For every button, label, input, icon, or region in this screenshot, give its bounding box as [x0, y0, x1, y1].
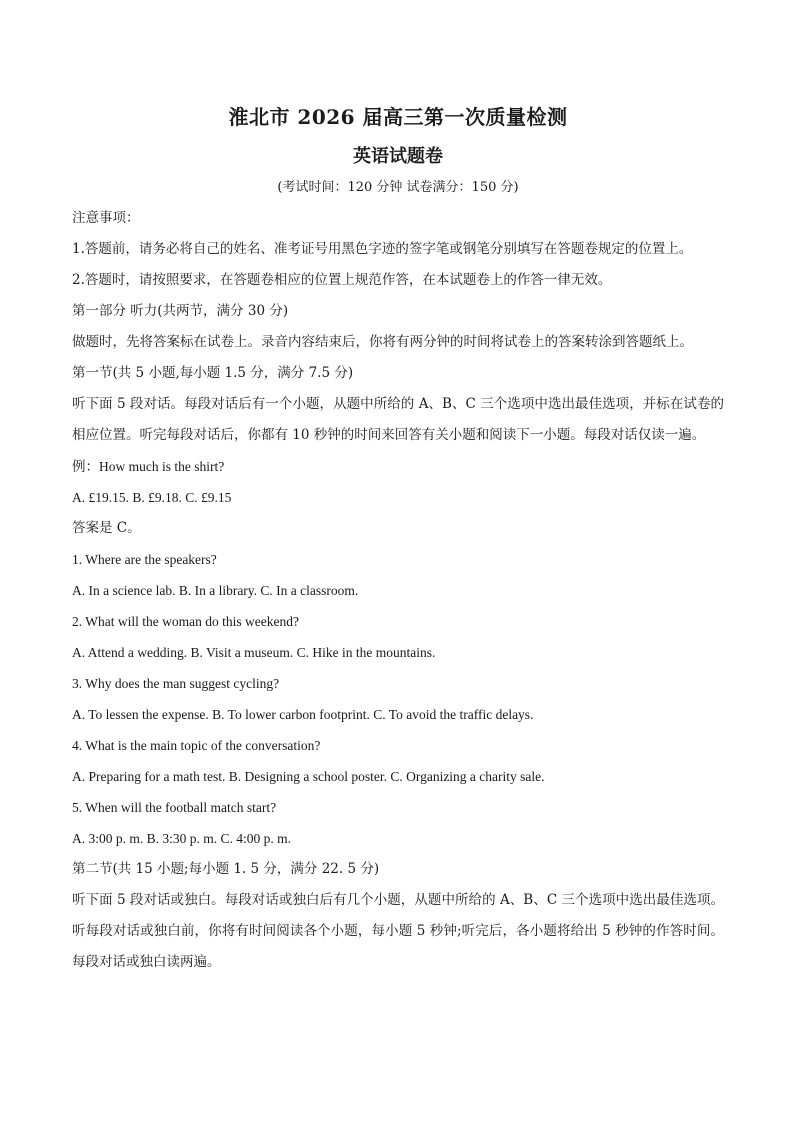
question-3: 3. Why does the man suggest cycling? [72, 676, 280, 691]
question-5-options: A. 3:00 p. m. B. 3:30 p. m. C. 4:00 p. m. [72, 831, 292, 846]
notes-heading: 注意事项： [72, 210, 140, 226]
question-5: 5. When will the football match start? [72, 800, 277, 815]
part1-instruction: 做题时，先将答案标在试卷上。录音内容结束后，你将有两分钟的时间将试卷上的答案转涂到答题纸上。 [72, 334, 693, 350]
example-answer: 答案是 C。 [72, 520, 141, 536]
question-2-options: A. Attend a wedding. B. Visit a museum. C. Hike in the mountains. [72, 645, 436, 660]
notes-item-1: 1.答题前，请务必将自己的姓名、准考证号用黑色字迹的签字笔或钢笔分别填写在答题卷规定的位置上。 [72, 241, 693, 257]
part1-heading: 第一部分 听力(共两节，满分 30 分) [72, 303, 289, 319]
section2-heading: 第二节(共 15 小题;每小题 1. 5 分，满分 22. 5 分) [72, 861, 380, 877]
section2-instruction: 听下面 5 段对话或独白。每段对话或独白后有几个小题，从题中所给的 A、B、C 三个选项中选出最佳选项。听每段对话或独白前，你将有时间阅读各个小题，每小题 5 秒钟;听完后，各小题将给出 5 秒钟的作答时间。每段对话或独白读两遍。 [72, 892, 724, 970]
question-1-options: A. In a science lab. B. In a library. C. In a classroom. [72, 583, 359, 598]
question-3-options: A. To lessen the expense. B. To lower carbon footprint. C. To avoid the traffic delays. [72, 707, 534, 722]
section1-heading: 第一节(共 5 小题,每小题 1.5 分，满分 7.5 分) [72, 365, 354, 381]
question-1: 1. Where are the speakers? [72, 552, 217, 567]
question-2: 2. What will the woman do this weekend? [72, 614, 299, 629]
exam-title: 淮北市 2026 届高三第一次质量检测 [228, 105, 568, 129]
question-4-options: A. Preparing for a math test. B. Designing a school poster. C. Organizing a charity sale. [72, 769, 545, 784]
exam-page [72, 103, 724, 978]
exam-subtitle: 英语试题卷 [353, 146, 443, 167]
example-options: A. £19.15. B. £9.18. C. £9.15 [72, 490, 232, 505]
example-question: 例：How much is the shirt? [72, 459, 225, 474]
notes-item-2: 2.答题时，请按照要求，在答题卷相应的位置上规范作答，在本试题卷上的作答一律无效。 [72, 272, 612, 288]
exam-time-and-score: (考试时间：120 分钟 试卷满分：150 分) [277, 180, 519, 195]
section1-instruction: 听下面 5 段对话。每段对话后有一个小题，从题中所给的 A、B、C 三个选项中选出最佳选项，并标在试卷的相应位置。听完每段对话后，你都有 10 秒钟的时间来回答有关小题和阅读下一小题。每段对话仅读一遍。 [72, 396, 724, 443]
question-4: 4. What is the main topic of the conversation? [72, 738, 321, 753]
